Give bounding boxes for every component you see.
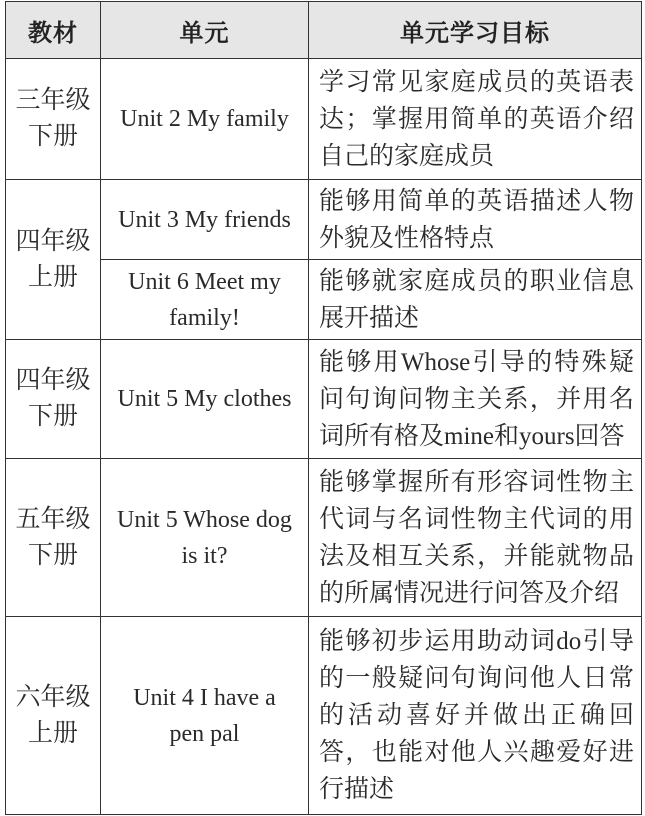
table-row xyxy=(6,617,642,815)
table-row xyxy=(6,340,642,459)
learning-goal-text: 学习常见家庭成员的英语表达；掌握用简单的英语介绍自己的家庭成员 xyxy=(319,68,634,170)
unit-label: Unit 4 I have a pen pal xyxy=(133,684,276,747)
header-row xyxy=(6,2,642,59)
goal-cell xyxy=(309,617,642,815)
unit-cell xyxy=(101,617,309,815)
unit-cell xyxy=(101,340,309,459)
table-row xyxy=(6,59,642,180)
learning-goal-text: 能够用简单的英语描述人物外貌及性格特点 xyxy=(319,187,634,252)
header-textbook: 教材 xyxy=(6,2,101,59)
unit-label: Unit 5 Whose dog is it? xyxy=(117,506,292,569)
header-unit: 单元 xyxy=(101,2,309,59)
goal-cell xyxy=(309,459,642,617)
textbook-cell xyxy=(6,59,101,180)
learning-goal-text: 能够用Whose引导的特殊疑问句询问物主关系，并用名词所有格及mine和yours回答 xyxy=(319,348,634,450)
textbook-label: 四年级上册 xyxy=(15,227,91,291)
textbook-cell xyxy=(6,180,101,340)
textbook-cell xyxy=(6,340,101,459)
unit-cell xyxy=(101,260,309,340)
textbook-label: 四年级下册 xyxy=(15,367,91,430)
goal-cell xyxy=(309,340,642,459)
unit-label: Unit 2 My family xyxy=(120,106,289,132)
textbook-cell xyxy=(6,459,101,617)
unit-cell xyxy=(101,180,309,260)
goal-cell xyxy=(309,180,642,260)
textbook-label: 三年级下册 xyxy=(15,87,91,150)
textbook-label: 六年级上册 xyxy=(15,683,91,747)
learning-goal-text: 能够掌握所有形容词性物主代词与名词性物主代词的用法及相互关系，并能就物品的所属情况进行问答及介绍 xyxy=(319,468,634,607)
table-row xyxy=(6,459,642,617)
header-learning-goal: 单元学习目标 xyxy=(309,2,642,59)
learning-goal-text: 能够初步运用助动词do引导的一般疑问句询问他人日常的活动喜好并做出正确回答，也能对他人兴趣爱好进行描述 xyxy=(319,628,634,803)
learning-goal-text: 能够就家庭成员的职业信息展开描述 xyxy=(319,267,634,332)
table-row xyxy=(6,180,642,260)
textbook-cell xyxy=(6,617,101,815)
table-row xyxy=(6,260,642,340)
textbook-label: 五年级下册 xyxy=(15,505,91,569)
unit-cell xyxy=(101,459,309,617)
unit-cell xyxy=(101,59,309,180)
unit-label: Unit 3 My friends xyxy=(118,206,291,233)
unit-label: Unit 5 My clothes xyxy=(117,386,292,412)
goal-cell xyxy=(309,260,642,340)
curriculum-table xyxy=(5,1,642,815)
goal-cell xyxy=(309,59,642,180)
unit-label: Unit 6 Meet my family! xyxy=(128,268,281,331)
